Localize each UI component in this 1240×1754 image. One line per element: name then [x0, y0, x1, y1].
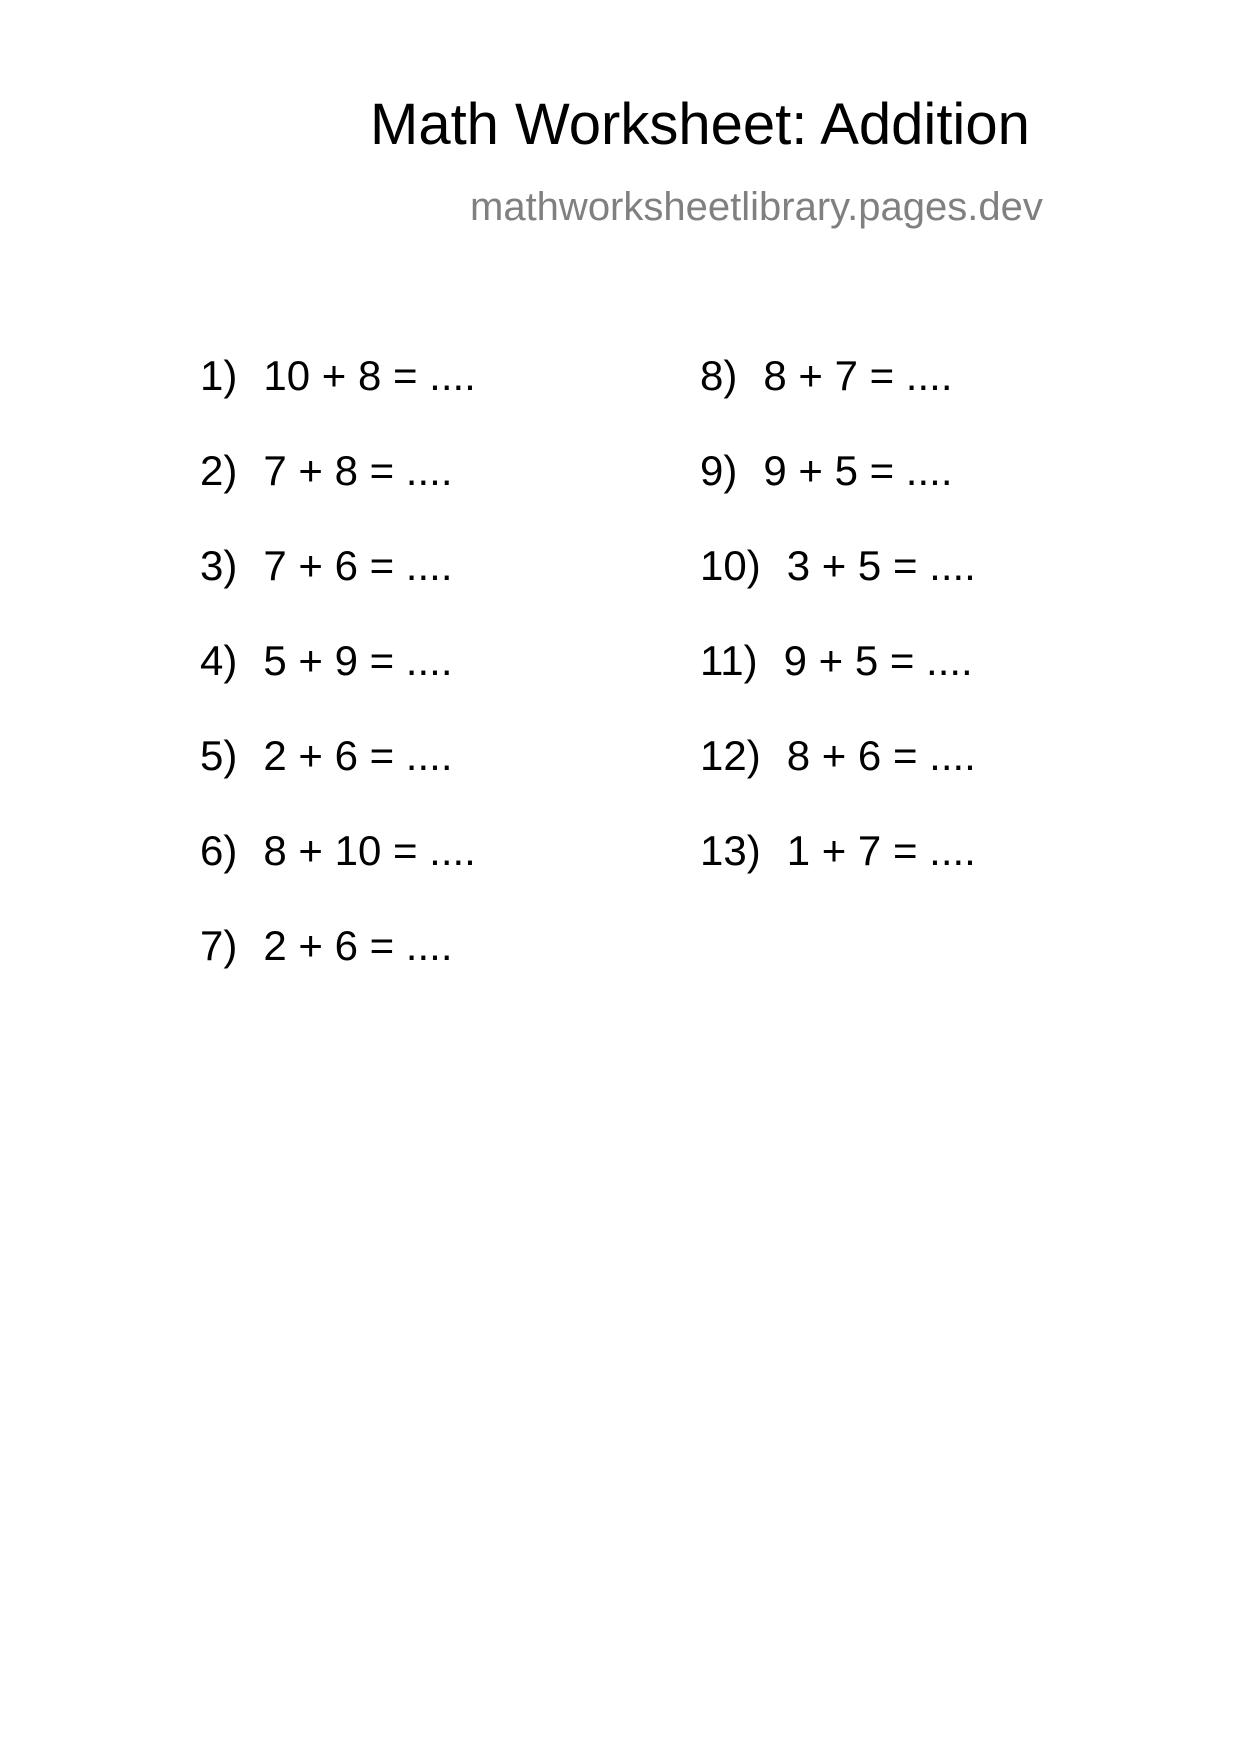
problem-expression: 2 + 6 = ....: [263, 922, 453, 969]
problem-number: 2): [200, 447, 238, 494]
problem-item: [200, 730, 476, 825]
problem-expression: 2 + 6 = ....: [263, 732, 453, 779]
problem-expression: 8 + 10 = ....: [263, 827, 476, 874]
problem-item: [700, 730, 976, 825]
problem-expression: 5 + 9 = ....: [263, 637, 453, 684]
problem-expression: 1 + 7 = ....: [786, 827, 976, 874]
problem-expression: 10 + 8 = ....: [263, 352, 476, 399]
problem-expression: 8 + 6 = ....: [786, 732, 976, 779]
problem-number: 1): [200, 352, 238, 399]
problem-number: 12): [700, 732, 761, 779]
problem-number: 6): [200, 827, 238, 874]
problem-item: [200, 920, 476, 1015]
problem-item: [700, 825, 976, 920]
problem-item: [200, 635, 476, 730]
website-url: mathworksheetlibrary.pages.dev: [470, 185, 1043, 229]
problem-item: [700, 540, 976, 635]
problem-column-left: [200, 350, 476, 1015]
problem-number: 11): [700, 637, 758, 684]
problem-item: [200, 540, 476, 635]
problem-number: 4): [200, 637, 238, 684]
problem-expression: 9 + 5 = ....: [763, 447, 953, 494]
problem-number: 5): [200, 732, 238, 779]
page-title: Math Worksheet: Addition: [370, 92, 1030, 157]
problem-number: 9): [700, 447, 738, 494]
problem-item: [200, 445, 476, 540]
problem-expression: 7 + 8 = ....: [263, 447, 453, 494]
problem-column-right: [700, 350, 976, 920]
problem-number: 10): [700, 542, 761, 589]
problem-number: 3): [200, 542, 238, 589]
problem-item: [700, 635, 976, 730]
problem-number: 13): [700, 827, 761, 874]
problem-expression: 9 + 5 = ....: [783, 637, 973, 684]
problem-item: [700, 445, 976, 540]
problem-number: 8): [700, 352, 738, 399]
problem-item: [200, 825, 476, 920]
problem-expression: 3 + 5 = ....: [786, 542, 976, 589]
problem-number: 7): [200, 922, 238, 969]
problem-expression: 8 + 7 = ....: [763, 352, 953, 399]
problem-item: [200, 350, 476, 445]
problem-expression: 7 + 6 = ....: [263, 542, 453, 589]
problem-item: [700, 350, 976, 445]
